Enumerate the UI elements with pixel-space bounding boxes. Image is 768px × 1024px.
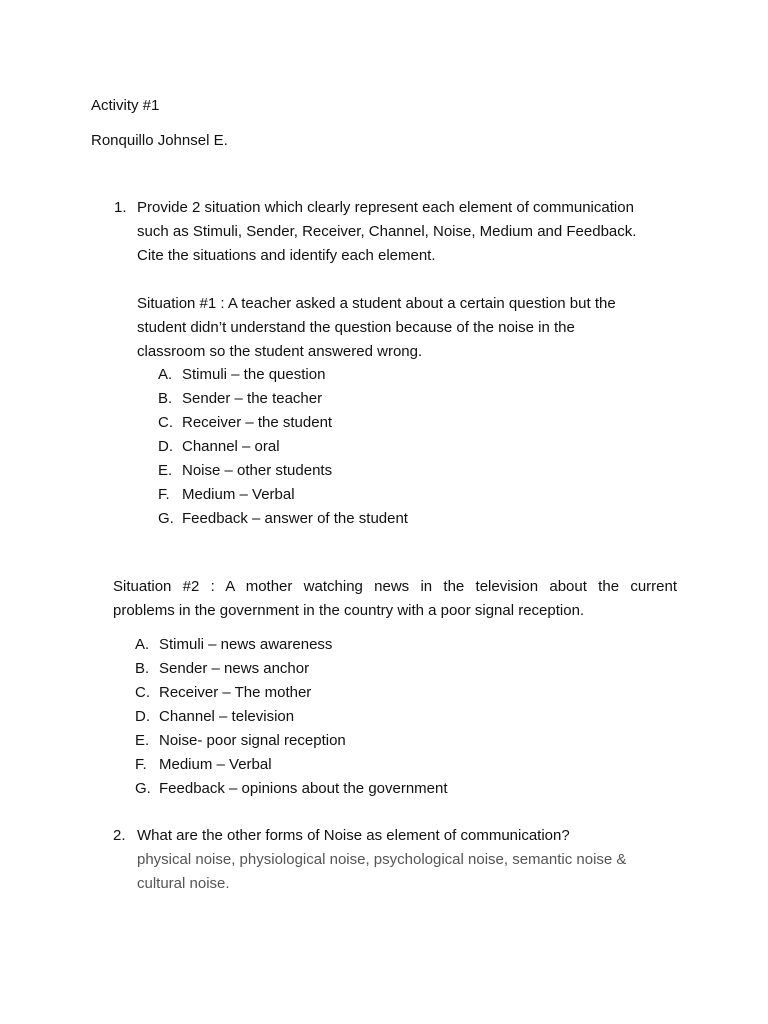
situation-2-item-letter: G. bbox=[135, 780, 151, 797]
question-1-line-3: Cite the situations and identify each element. bbox=[137, 247, 436, 264]
situation-1-item-text: Medium – Verbal bbox=[182, 486, 295, 503]
student-name: Ronquillo Johnsel E. bbox=[91, 132, 228, 149]
question-1-line-2: such as Stimuli, Sender, Receiver, Channel, Noise, Medium and Feedback. bbox=[137, 223, 637, 240]
situation-1-item-text: Receiver – the student bbox=[182, 414, 333, 431]
question-2-answer-line-2: cultural noise. bbox=[137, 875, 230, 892]
question-1-line-1: Provide 2 situation which clearly represent each element of communication bbox=[137, 199, 634, 216]
situation-1-line-1: Situation #1 : A teacher asked a student about a certain question but the bbox=[137, 295, 616, 312]
situation-2-item-letter: B. bbox=[135, 660, 150, 677]
situation-1-item-text: Stimuli – the question bbox=[182, 366, 326, 383]
situation-2-line-1: Situation #2 : A mother watching news in the television about the current bbox=[113, 578, 677, 595]
situation-2-item-text: Channel – television bbox=[159, 708, 295, 725]
situation-1-line-3: classroom so the student answered wrong. bbox=[137, 343, 423, 360]
question-2-number: 2. bbox=[113, 827, 126, 844]
situation-1-item-letter: E. bbox=[158, 462, 173, 479]
situation-2-item-text: Medium – Verbal bbox=[159, 756, 272, 773]
situation-2-item-text: Receiver – The mother bbox=[159, 684, 312, 701]
situation-1-item-text: Feedback – answer of the student bbox=[182, 510, 408, 527]
situation-2-item-text: Sender – news anchor bbox=[159, 660, 310, 677]
situation-2-item-text: Stimuli – news awareness bbox=[159, 636, 333, 653]
situation-2-item-letter: D. bbox=[135, 708, 150, 725]
situation-1-item-letter: C. bbox=[158, 414, 173, 431]
situation-2-item-letter: A. bbox=[135, 636, 150, 653]
situation-1-item-letter: D. bbox=[158, 438, 173, 455]
situation-1-item-letter: A. bbox=[158, 366, 173, 383]
situation-1-item-text: Channel – oral bbox=[182, 438, 280, 455]
situation-2-line-2: problems in the government in the country with a poor signal reception. bbox=[113, 602, 585, 619]
situation-1-item-letter: B. bbox=[158, 390, 173, 407]
question-1-number: 1. bbox=[114, 199, 127, 216]
question-2-text: What are the other forms of Noise as element of communication? bbox=[137, 827, 570, 844]
situation-1-line-2: student didn’t understand the question because of the noise in the bbox=[137, 319, 575, 336]
situation-2-item-text: Feedback – opinions about the government bbox=[159, 780, 448, 797]
situation-2-item-text: Noise- poor signal reception bbox=[159, 732, 346, 749]
situation-1-item-letter: F. bbox=[158, 486, 170, 503]
activity-title: Activity #1 bbox=[91, 97, 160, 114]
situation-2-item-letter: F. bbox=[135, 756, 147, 773]
situation-1-item-text: Noise – other students bbox=[182, 462, 333, 479]
question-2-answer-line-1: physical noise, physiological noise, psychological noise, semantic noise & bbox=[137, 851, 627, 868]
situation-1-item-text: Sender – the teacher bbox=[182, 390, 323, 407]
situation-2-item-letter: C. bbox=[135, 684, 150, 701]
situation-2-item-letter: E. bbox=[135, 732, 150, 749]
situation-1-item-letter: G. bbox=[158, 510, 174, 527]
